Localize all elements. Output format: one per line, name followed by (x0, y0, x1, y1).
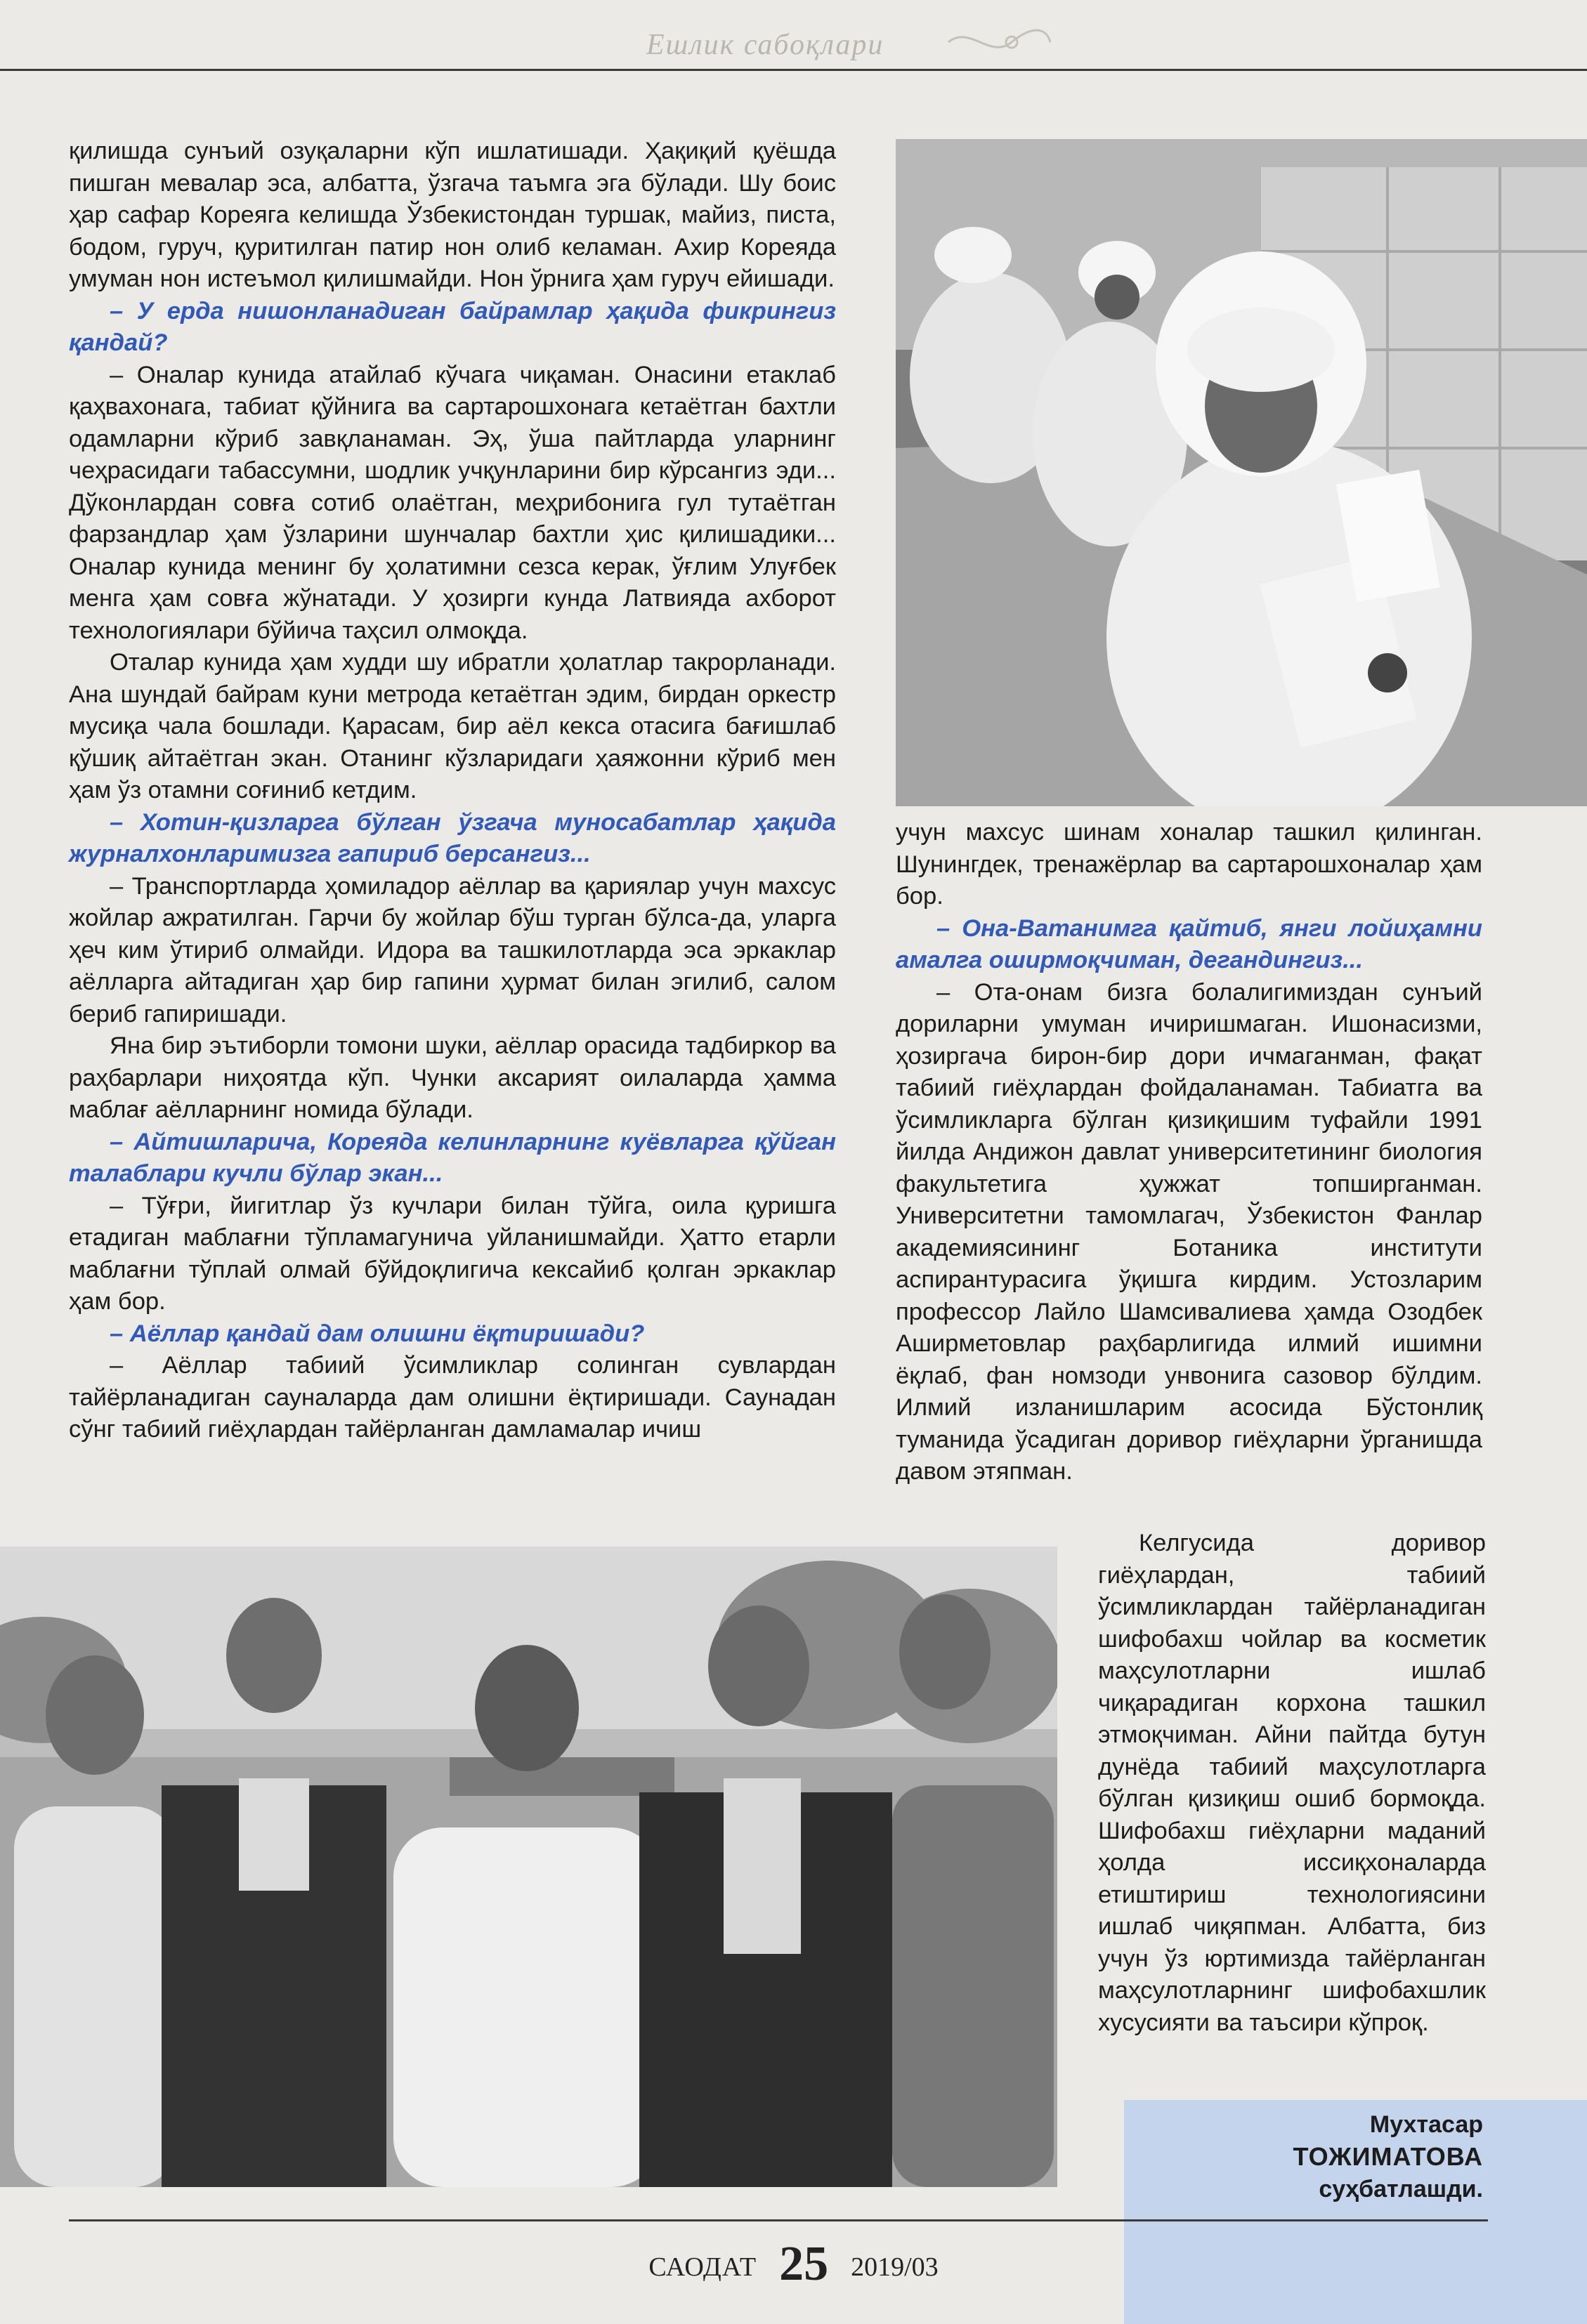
paragraph: Келгусида доривор гиёҳлардан, табиий ўсимликлардан тайёрланадиган шифобахш чойлар ва косметик маҳсулотларни ишлаб чиқарадиган корхона ташкил этмоқчиман. Айни пайтда бутун дунёда табиий маҳсулотларга бўлган қизиқиш ошиб бормоқда. Шифобахш гиёҳларни маданий ҳолда иссиқхоналарда етиштириш технологиясини ишлаб чиқяпман. Албатта, биз учун ўз юртимизда тайёрланган маҳсулотларнинг шифобахшлик хусусияти ва таъсири кўпроқ. (1098, 1530, 1486, 2036)
page-footer (0, 2232, 1587, 2291)
paragraph: – Аёллар табиий ўсимликлар солинган сувлардан тайёрланадиган сауналарда дам олишни ёқтиришади. Саунадан сўнг табиий гиёҳлардан тайёрланган дамламалар ичиш (69, 1352, 836, 1443)
interview-question: – У ерда нишонланадиган байрамлар ҳақида фикрингиз қандай? (69, 297, 836, 356)
paragraph: учун махсус шинам хоналар ташкил қилинган. Шунингдек, тренажёрлар ва сартарошхоналар ҳам бор. (896, 819, 1482, 910)
group-photo (0, 1547, 1057, 2187)
paragraph: қилишда сунъий озуқаларни кўп ишлатишади. Ҳақиқий қуёшда пишган мевалар эса, албатта, ўзгача таъмга эга бўлади. Шу боис ҳар сафар Кореяга келишда Ўзбекистондан туршак, майиз, писта, бодом, гуруч, қуритилган патир нон олиб келаман. Ахир Кореяда умуман нон истеъмол қилишмайди. Нон ўрнига ҳам гуруч ейишади. (69, 138, 836, 292)
paragraph: Яна бир эътиборли томони шуки, аёллар орасида тадбиркор ва раҳбарлари ниҳоятда кўп. Чунки аксарият оилаларда ҳамма маблағ аёлларнинг номида бўлади. (69, 1032, 836, 1123)
left-text-column (69, 136, 836, 1446)
paragraph: – Транспортларда ҳомиладор аёллар ва қариялар учун махсус жойлар ажратилган. Гарчи бу жойлар бўш турган бўлса-да, уларга ҳеч ким ўтириб олмайди. Идора ва ташкилотларда эса эркаклар аёлларга айтадиган ҳар бир гапини ҳурмат билан эгилиб, салом бериб гапиришади. (69, 872, 836, 1028)
paragraph: – Ота-онам бизга болалигимиздан сунъий дориларни умуман ичиришмаган. Ишонасизми, ҳозиргача бирон-бир дори ичмаганман, фақат табиий гиёҳлардан фойдаланаман. Табиатга ва ўсимликларга бўлган қизиқишим туфайли 1991 йилда Андижон давлат университетининг биология факультетига ҳужжат топширганман. Университетни тамомлагач, Ўзбекистон Фанлар академиясининг Ботаника институти аспирантурасига ўқишга кирдим. Устозларим профессор Лайло Шамсивалиева ҳамда Озодбек Аширметовлар раҳбарлигида илмий ишимни ёқлаб, фан номзоди унвонига сазовор бўлдим. Илмий изланишларим асосида Бўстонлиқ туманида ўсадиган доривор гиёҳларни ўрганишда давом этяпман. (896, 978, 1482, 1485)
page-number: 25 (779, 2237, 829, 2291)
author-credit (1293, 2108, 1483, 2205)
author-role: суҳбатлашди. (1319, 2176, 1483, 2202)
factory-worker-photo (896, 139, 1587, 806)
section-header-watermark: Ешлик сабоқлари (646, 29, 884, 61)
right-narrow-text-column (1098, 1528, 1486, 2039)
paragraph: – Оналар кунида атайлаб кўчага чиқаман. Онасини етаклаб қаҳвахонага, табиат қўйнига ва сартарошхонага кетаётган бахтли одамларни кўриб завқланаман. Эҳ, ўша пайтларда уларнинг чеҳрасидаги табассумни, шодлик учқунларини бир кўрсангиз эди... Дўконлардан совға сотиб олаётган, меҳрибонига гул тутаётган фарзандлар ҳам ўзларини шунчалар бахтли ҳис қилишадики... Оналар кунида менинг бу ҳолатимни сезса керак, ўғлим Улуғбек менга ҳам совға жўнатади. У ҳозирги кунда Латвияда ахборот технологиялари бўйича таҳсил олмоқда. (69, 361, 836, 644)
paragraph: – Тўғри, йигитлар ўз кучлари билан тўйга, оила қуришга етадиган маблағни тўпламагунича уйланишмайди. Ҳатто етарли маблағни тўплай олмай бўйдоқлигича кексайиб қолган эркаклар ҳам бор. (69, 1192, 836, 1315)
header-ornament-icon (941, 21, 1054, 63)
issue-number: 2019/03 (851, 2252, 939, 2282)
author-last-name: ТОЖИМАТОВА (1293, 2142, 1483, 2171)
interview-question: – Айтишларича, Кореяда келинларнинг куёвларга қўйган талаблари кучли бўлар экан... (69, 1128, 836, 1187)
magazine-name: САОДАТ (648, 2252, 757, 2282)
interview-question: – Аёллар қандай дам олишни ёқтиришади? (110, 1320, 645, 1347)
bottom-rule (69, 2219, 1488, 2221)
paragraph: Оталар кунида ҳам худди шу ибратли ҳолатлар такрорланади. Ана шундай байрам куни метрода кетаётган эдим, бирдан оркестр мусиқа чала бошлади. Қарасам, бир аёл кекса отасига бағишлаб қўшиқ айтаётган экан. Отанинг кўзларидаги ҳаяжонни кўриб мен ҳам ўз отамни соғиниб кетдим. (69, 649, 836, 803)
top-rule (0, 69, 1587, 71)
interview-question: – Она-Ватанимга қайтиб, янги лойиҳамни амалга оширмоқчиман, дегандингиз... (896, 914, 1482, 973)
interview-question: – Хотин-қизларга бўлган ўзгача муносабатлар ҳақида журналхонларимизга гапириб берсангиз... (69, 808, 836, 867)
author-first-name: Мухтасар (1369, 2111, 1483, 2138)
right-text-column (896, 817, 1482, 1488)
